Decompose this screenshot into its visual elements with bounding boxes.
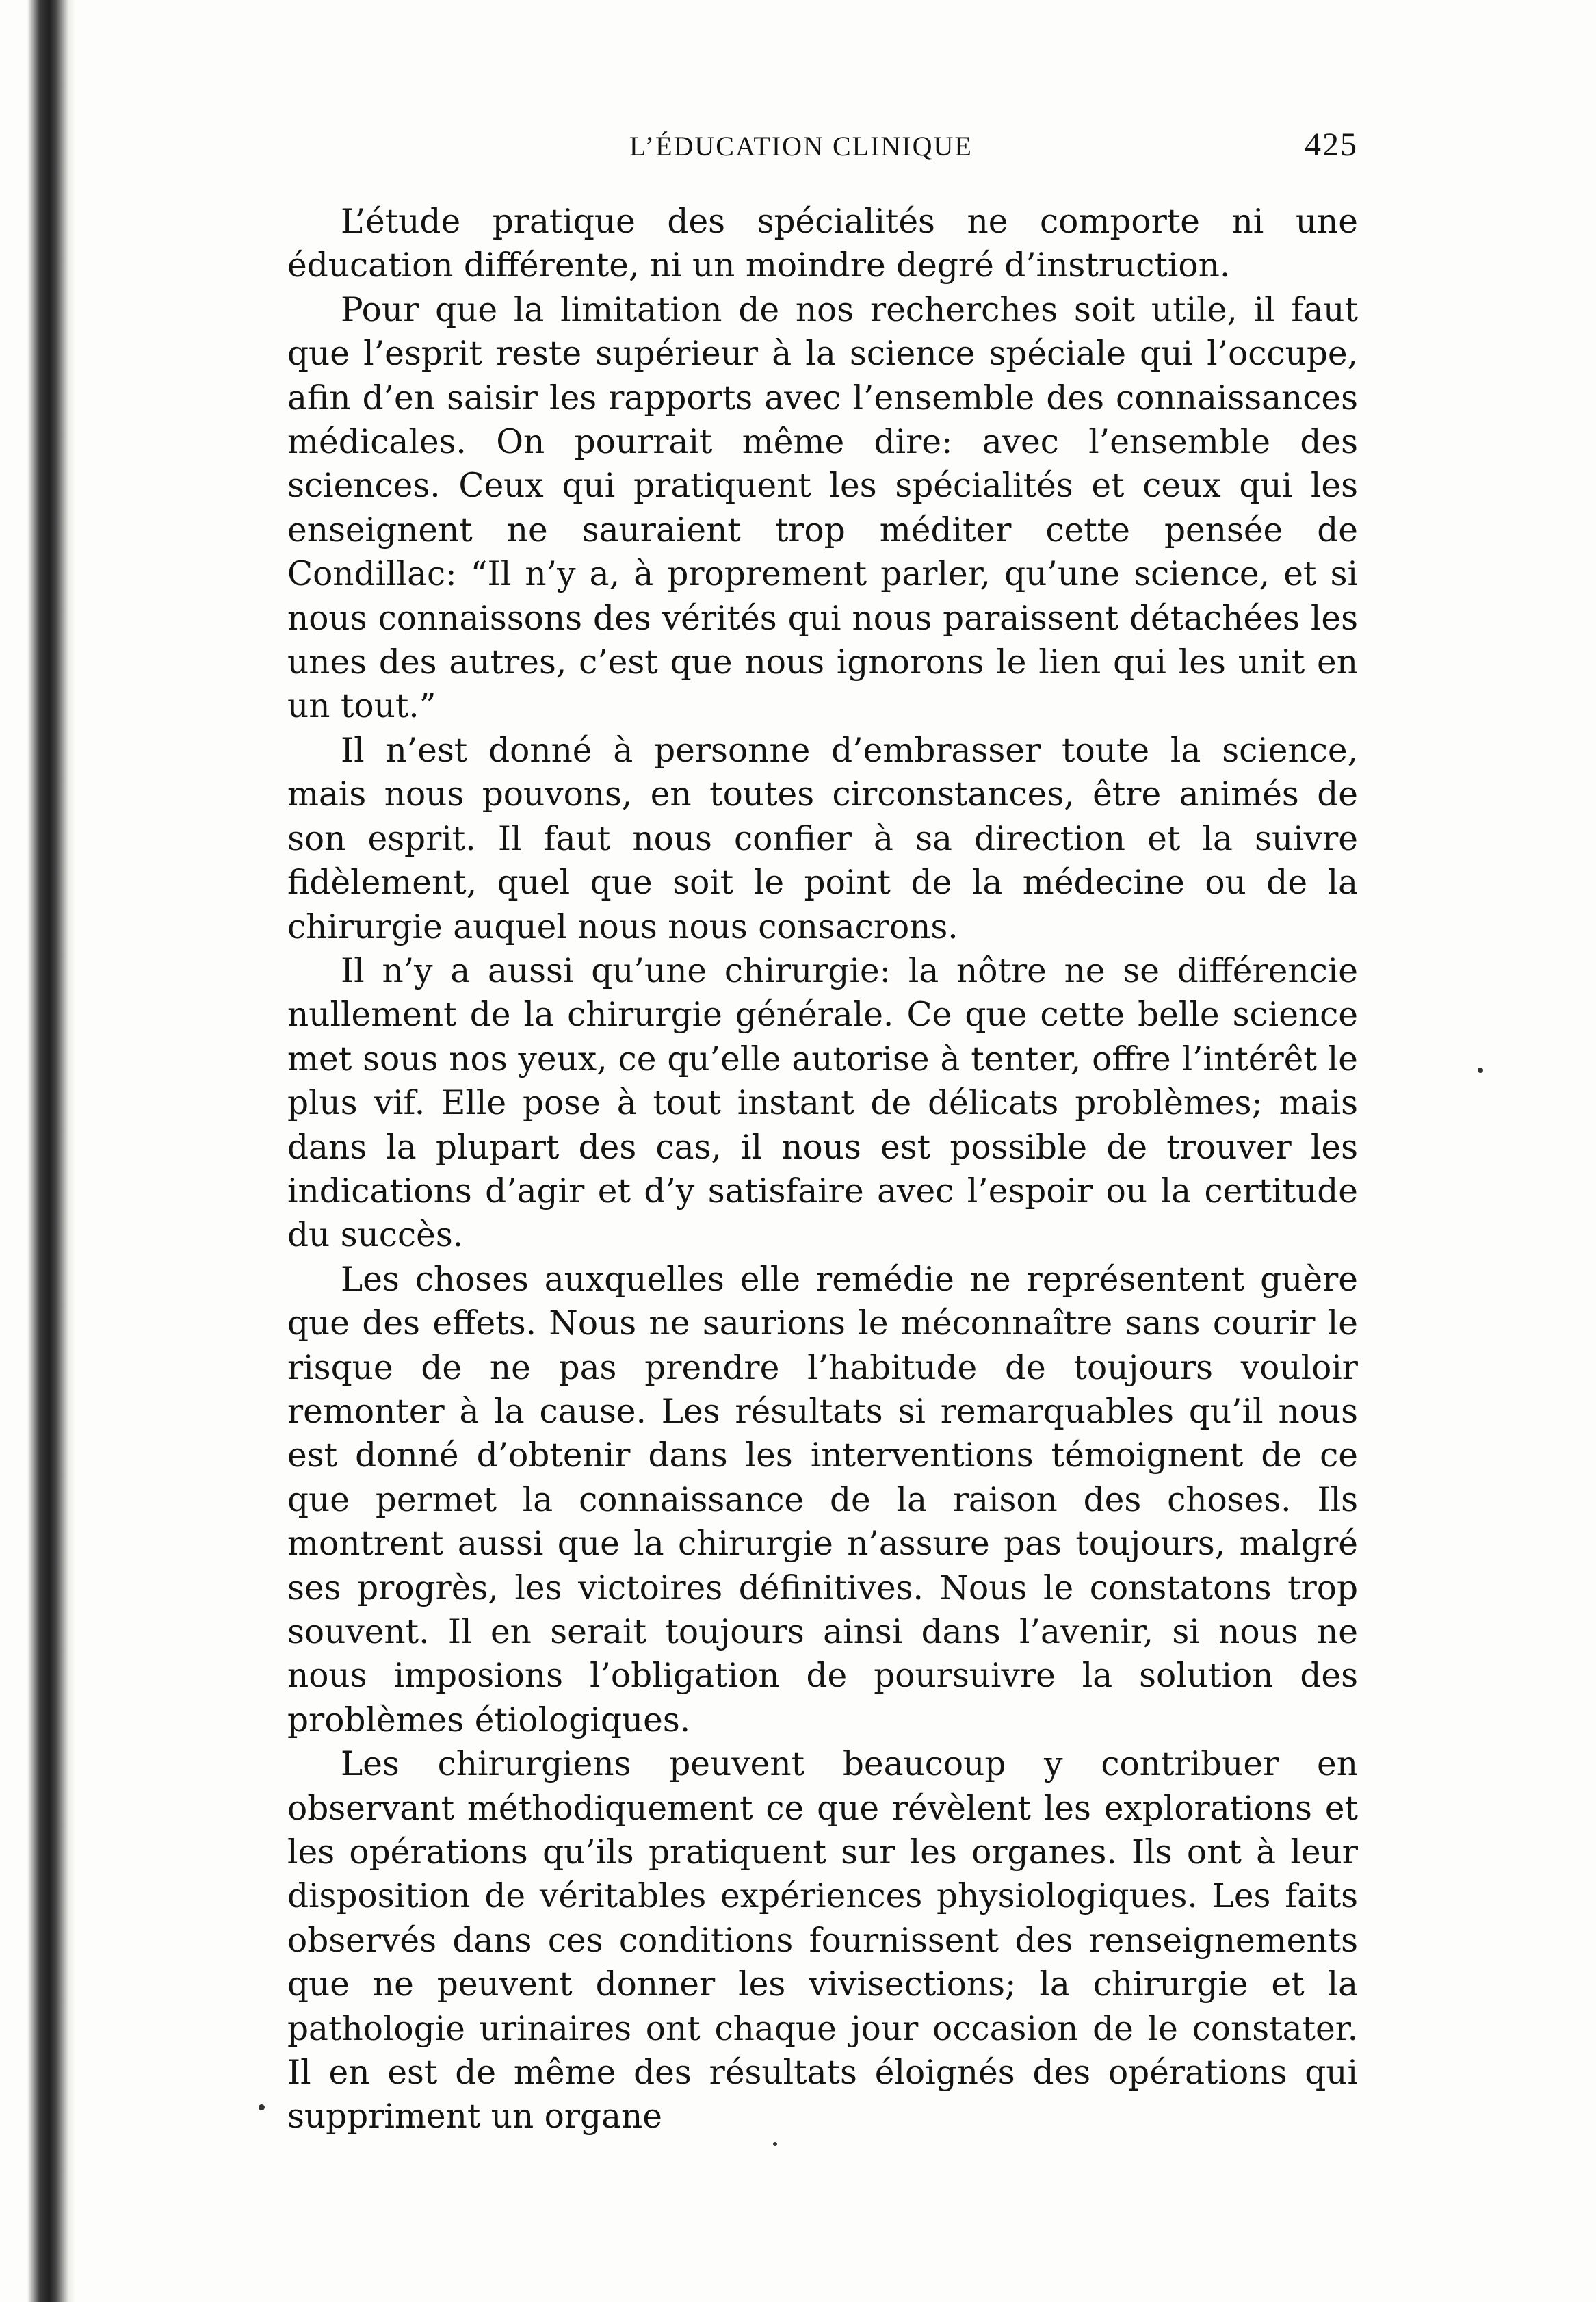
paragraph: Les chirurgiens peuvent beaucoup y contribuer en observant méthodiquement ce que révèlent les explorations et les opérations qu’ils pratiquent sur les organes. Ils ont à leur disposition de véritables expériences physiologiques. Les faits observés dans ces conditions fournissent des renseignements que ne peuvent donner les vivisections; la chirurgie et la pathologie urinaires ont chaque jour occasion de le constater. Il en est de même des résultats éloignés des opérations qui suppriment un organe (287, 1745, 1358, 2136)
page-number: 425 (1305, 127, 1358, 163)
book-page (287, 116, 1358, 2139)
paragraph: Il n’y a aussi qu’une chirurgie: la nôtre ne se différencie nullement de la chirurgie générale. Ce que cette belle science met sous nos yeux, ce qu’elle autorise à tenter, offre l’intérêt le plus vif. Elle pose à tout instant de délicats problèmes; mais dans la plupart des cas, il nous est possible de trouver les indications d’agir et d’y satisfaire avec l’espoir ou la certitude du succès. (287, 951, 1358, 1255)
running-header (287, 116, 1358, 171)
running-title: L’ÉDUCATION CLINIQUE (629, 131, 973, 161)
paragraph: Pour que la limitation de nos recherches soit utile, il faut que l’esprit reste supérieur à la science spéciale qui l’occupe, afin d’en saisir les rapports avec l’ensemble des connaissances médicales. On pourrait même dire: avec l’ensemble des sciences. Ceux qui pratiquent les spécialités et ceux qui les enseignent ne sauraient trop méditer cette pensée de Condillac: “Il n’y a, à proprement parler, qu’une science, et si nous connaissons des vérités qui nous paraissent détachées les unes des autres, c’est que nous ignorons le lien qui les unit en un tout.” (287, 290, 1358, 726)
paragraph: Les choses auxquelles elle remédie ne représentent guère que des effets. Nous ne saurions le méconnaître sans courir le risque de ne pas prendre l’habitude de toujours vouloir remonter à la cause. Les résultats si remarquables qu’il nous est donné d’obtenir dans les interventions témoignent de ce que permet la connaissance de la raison des choses. Ils montrent aussi que la chirurgie n’assure pas toujours, malgré ses progrès, les victoires définitives. Nous le constatons trop souvent. Il en serait toujours ainsi dans l’avenir, si nous ne nous imposions l’obligation de poursuivre la solution des problèmes étiologiques. (287, 1260, 1358, 1740)
paragraph: L’étude pratique des spécialités ne comporte ni une éducation différente, ni un moindre degré d’instruction. (287, 203, 1358, 285)
scan-binding-edge (0, 0, 75, 2302)
paragraph: Il n’est donné à personne d’embrasser toute la science, mais nous pouvons, en toutes circonstances, être animés de son esprit. Il faut nous confier à sa direction et la suivre fidèlement, quel que soit le point de la médecine ou de la chirurgie auquel nous nous consacrons. (287, 731, 1358, 946)
page-body (287, 200, 1358, 2139)
